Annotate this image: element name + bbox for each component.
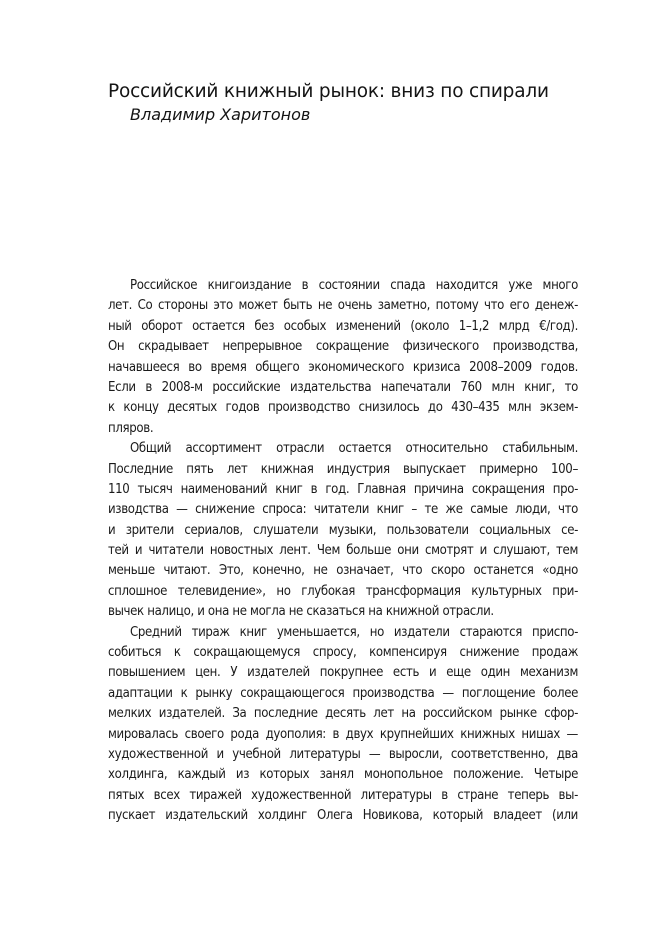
body-line: к концу десятых годов производство снизилось до 430–435 млн экзем- (108, 400, 578, 416)
body-line: меньше читают. Это, конечно, не означает, что скоро останется «одно (108, 563, 578, 579)
body-line: холдинга, каждый из которых занял монопольное положение. Четыре (108, 767, 578, 783)
body-line: Средний тираж книг уменьшается, но издатели стараются приспо- (130, 624, 578, 640)
body-line: Он скрадывает непрерывное сокращение физического производства, (108, 339, 578, 355)
body-line: ный оборот остается без особых изменений (около 1–1,2 млрд €/год). (108, 318, 578, 334)
article-author: Владимир Харитонов (130, 105, 311, 124)
body-line: сплошное телевидение», но глубокая трансформация культурных при- (108, 583, 578, 599)
article-body (108, 276, 578, 827)
body-line: адаптации к рынку сокращающегося производства — поглощение более (108, 685, 578, 701)
body-line: Если в 2008-м российские издательства напечатали 760 млн книг, то (108, 379, 578, 395)
body-line: 110 тысяч наименований книг в год. Главная причина сокращения про- (108, 481, 578, 497)
body-line: Последние пять лет книжная индустрия выпускает примерно 100– (108, 461, 578, 477)
body-line: Российское книгоиздание в состоянии спада находится уже много (130, 278, 578, 293)
body-line: лет. Со стороны это может быть не очень заметно, потому что его денеж- (108, 298, 578, 314)
body-line: тей и читатели новостных лент. Чем больше они смотрят и слушают, тем (108, 543, 578, 559)
body-line: и зрители сериалов, слушатели музыки, пользователи социальных се- (108, 522, 578, 538)
body-line: мировалась своего рода дуополия: в двух крупнейших книжных нишах — (108, 726, 578, 742)
body-line: вычек налицо, и она не могла не сказаться на книжной отрасли. (108, 604, 494, 620)
body-line: художественной и учебной литературы — выросли, соответственно, два (108, 746, 578, 762)
body-line: изводства — снижение спроса: читатели книг – те же самые люди, что (108, 502, 578, 518)
body-line: пляров. (108, 420, 154, 436)
body-line: мелких издателей. За последние десять лет на российском рынке сфор- (108, 706, 578, 722)
body-line: Общий ассортимент отрасли остается относительно стабильным. (130, 441, 578, 457)
body-line: пятых всех тиражей художественной литературы в стране теперь вы- (108, 787, 578, 803)
body-line: пускает издательский холдинг Олега Новикова, который владеет (или (108, 808, 578, 824)
article-title: Российский книжный рынок: вниз по спирали (108, 81, 549, 102)
body-line: начавшееся во время общего экономического кризиса 2008–2009 годов. (108, 359, 578, 375)
body-line: собиться к сокращающемуся спросу, компенсируя снижение продаж (108, 645, 578, 661)
body-line: повышением цен. У издателей покрупнее есть и еще один механизм (108, 665, 578, 681)
